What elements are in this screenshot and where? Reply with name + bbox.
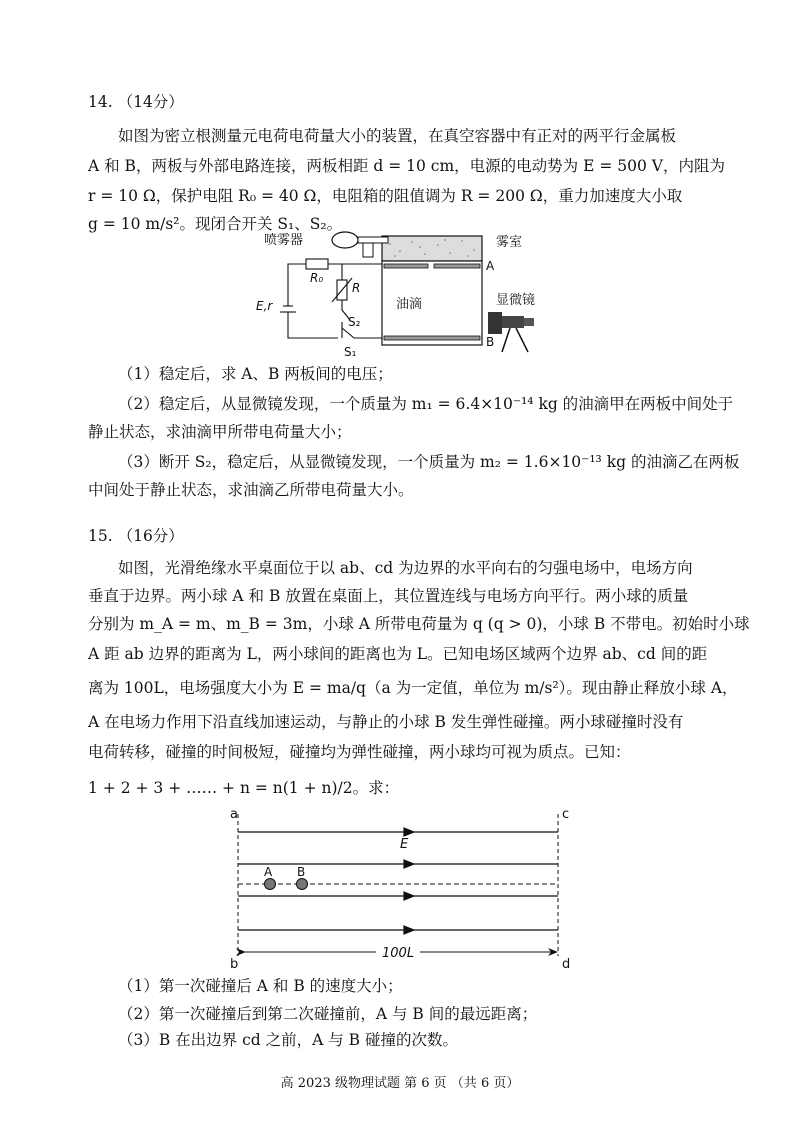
- fog-room-label: 雾室: [496, 235, 523, 250]
- q15-sub3: （3）B 在出边界 cd 之前，A 与 B 碰撞的次数。: [118, 1031, 459, 1049]
- plate-b-label: B: [486, 335, 495, 349]
- q14-sub3: （3）断开 S₂，稳定后，从显微镜发现，一个质量为 m₂ = 1.6×10⁻¹³ kg 的油滴乙在两板: [118, 453, 740, 471]
- q14-header: 14. （14分）: [88, 93, 184, 111]
- q14-line: 如图为密立根测量元电荷电荷量大小的装置，在真空容器中有正对的两平行金属板: [118, 127, 677, 145]
- q14-line: g = 10 m/s²。现闭合开关 S₁、S₂。: [88, 215, 343, 233]
- q14-sub3-cont: 中间处于静止状态，求油滴乙所带电荷量大小。: [88, 481, 414, 499]
- sprayer-bulb-icon: [332, 232, 358, 248]
- q14-sub2: （2）稳定后，从显微镜发现，一个质量为 m₁ = 6.4×10⁻¹⁴ kg 的油滴甲在两板中间处于: [118, 395, 734, 413]
- plate-a: [384, 264, 428, 268]
- plate-b: [384, 336, 480, 340]
- microscope-label: 显微镜: [496, 293, 536, 308]
- q15-sub1: （1）第一次碰撞后 A 和 B 的速度大小；: [118, 977, 403, 995]
- s2-label: S₂: [348, 315, 361, 329]
- page-footer: 高 2023 级物理试题 第 6 页 （共 6 页）: [280, 1076, 520, 1091]
- q14-sub1: （1）稳定后，求 A、B 两板间的电压；: [118, 365, 393, 383]
- q15-header: 15. （16分）: [88, 527, 184, 545]
- s1-label: S₁: [344, 345, 357, 359]
- q15-line: 垂直于边界。两小球 A 和 B 放置在桌面上，其位置连线与电场方向平行。两小球的质量: [88, 587, 689, 605]
- q15-line: A 距 ab 边界的距离为 L，两小球间的距离也为 L。已知电场区域两个边界 ab、cd 间的距: [88, 645, 708, 663]
- sprayer-label: 喷雾器: [264, 233, 304, 248]
- r-label: R: [352, 281, 361, 295]
- ball-b-label: B: [297, 865, 306, 879]
- q15-line: A 在电场力作用下沿直线加速运动，与静止的小球 B 发生弹性碰撞。两小球碰撞时没有: [88, 713, 684, 731]
- q15-line: 电荷转移，碰撞的时间极短，碰撞均为弹性碰撞，两小球均可视为质点。已知：: [88, 743, 631, 761]
- q14-line: r = 10 Ω，保护电阻 R₀ = 40 Ω，电阻箱的阻值调为 R = 200 Ω，重力加速度大小取: [88, 187, 683, 205]
- microscope-icon: [488, 312, 534, 352]
- q15-sub2: （2）第一次碰撞后到第二次碰撞前，A 与 B 间的最远距离；: [118, 1005, 538, 1023]
- q14-sub2-cont: 静止状态，求油滴甲所带电荷量大小；: [88, 423, 352, 441]
- electric-field-diagram: [222, 804, 582, 974]
- r0-label: R₀: [310, 271, 324, 285]
- source-label: E,r: [256, 299, 273, 313]
- ball-a: [265, 879, 276, 890]
- q15-line: 如图，光滑绝缘水平桌面位于以 ab、cd 为边界的水平向右的匀强电场中，电场方向: [118, 559, 693, 577]
- label-c: c: [562, 807, 570, 822]
- q15-line: 离为 100L，电场强度大小为 E = ma/q（a 为一定值，单位为 m/s²）。现由静止释放小球 A，: [88, 679, 738, 697]
- label-d: d: [562, 957, 571, 972]
- field-lines: [238, 828, 558, 934]
- label-b: b: [230, 957, 239, 972]
- label-a: a: [230, 807, 238, 822]
- q15-line: 分别为 m_A = m、m_B = 3m，小球 A 所带电荷量为 q (q > 0)，小球 B 不带电。初始时小球: [88, 615, 750, 633]
- plate-a-label: A: [486, 259, 495, 273]
- field-e-label: E: [400, 837, 409, 852]
- q14-line: A 和 B，两板与外部电路连接，两板相距 d = 10 cm，电源的电动势为 E = 500 V，内阻为: [88, 157, 725, 175]
- ball-b: [297, 879, 308, 890]
- distance-label: 100L: [382, 946, 415, 961]
- fog-chamber: [382, 236, 482, 261]
- circuit: [280, 259, 382, 338]
- q15-line: 1 + 2 + 3 + …… + n = n(1 + n)/2。求：: [88, 779, 400, 797]
- millikan-apparatus-diagram: [250, 226, 560, 360]
- ball-a-label: A: [264, 865, 273, 879]
- oil-drop-label: 油滴: [396, 297, 423, 312]
